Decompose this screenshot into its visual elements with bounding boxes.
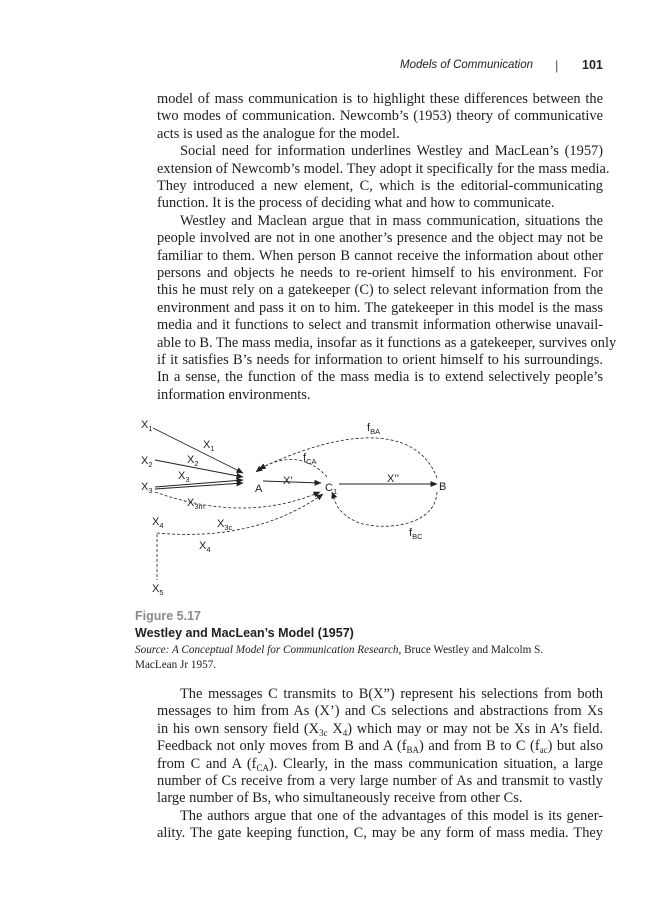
feedback-f-ba (259, 438, 437, 478)
text-run: ) and from B to C (f (419, 738, 540, 755)
running-title: Models of Communication (400, 59, 533, 71)
label-letter: X (199, 540, 207, 552)
subscript: ac (539, 745, 548, 756)
arrow-x2-to-a (155, 460, 243, 477)
text-line: acts is used as the analogue for the model. (157, 125, 400, 142)
text-line: The messages C transmits to B(X”) represent his selections from both (180, 686, 603, 702)
label-subscript: 5 (159, 588, 164, 597)
label-letter: X (141, 481, 149, 493)
text-run: ) which may or may not be Xs in A’s field. (347, 720, 604, 737)
feedback-f-bc (332, 492, 437, 526)
label-f-ca (303, 452, 316, 466)
arrow-x3m-to-c (155, 492, 320, 508)
text-line: two modes of communication. Newcomb’s (1953) theory of communicative (157, 108, 603, 125)
label-subscript: 4 (206, 545, 211, 554)
figure-source (135, 643, 545, 672)
label-letter: X (141, 455, 149, 467)
text-run: ). Clearly, in the mass communication situation, a large (268, 755, 603, 772)
paragraph-3 (157, 212, 617, 404)
label-x4-inner (199, 540, 211, 554)
westley-maclean-diagram (135, 412, 465, 598)
diagram-labels (141, 419, 446, 597)
label-x2-outer (141, 455, 153, 469)
text-line (157, 756, 603, 773)
header-separator: | (555, 58, 559, 73)
label-subscript: CA (306, 457, 317, 466)
text-line: They introduced a new element, C, which is the editorial-communicating (157, 178, 603, 194)
paragraph-2 (157, 143, 610, 213)
label-subscript: 1 (332, 487, 338, 496)
label-letter: X (152, 516, 160, 528)
text-line: familiar to them. When person B cannot receive the information about other (157, 247, 603, 264)
text-line: messages to him from As (X’) and Cs selections and abstractions from Xs (157, 703, 603, 720)
node-b: B (439, 481, 447, 493)
label-x1-inner (203, 439, 215, 453)
text-line: extension of Newcomb’s model. They adopt it specifically for the mass media. (157, 160, 610, 177)
text-line: ality. The gate keeping function, C, may be any form of mass media. They (157, 825, 603, 842)
text-line: media and it functions to select and transmit information otherwise unavail- (157, 317, 603, 334)
node-c1 (325, 482, 337, 496)
text-line (157, 738, 603, 755)
text-line: In a sense, the function of the mass media is to extend selectively people’s (157, 369, 603, 386)
text-line: if it satisfies B’s needs for information to orient himself to his surroundings. (157, 352, 603, 369)
source-title: A Conceptual Model for Communication Research (171, 644, 399, 656)
label-subscript: 4 (159, 521, 164, 530)
text-line: function. It is the process of deciding what and how to communicate. (157, 195, 555, 212)
text-line: The authors argue that one of the advantages of this model is its gener- (180, 808, 603, 824)
text-line: Westley and Maclean argue that in mass communication, situations the (180, 212, 603, 229)
label-letter: f (367, 422, 371, 434)
label-x3-outer (141, 481, 153, 495)
label-subscript: 3m (194, 502, 205, 511)
text-run: from C and A (f (157, 755, 257, 772)
text-line: large number of Bs, who simultaneously receive from other Cs. (157, 790, 523, 807)
label-letter: f (409, 527, 413, 539)
label-x2-inner (187, 454, 199, 468)
label-subscript: BC (412, 532, 423, 541)
figure-label: Figure 5.17 (135, 609, 201, 623)
label-subscript: 3c (224, 523, 233, 532)
label-subscript: 1 (210, 444, 215, 453)
label-letter: X (203, 439, 211, 451)
figure-title: Westley and MacLean’s Model (1957) (135, 626, 354, 640)
subscript: CA (256, 762, 269, 773)
label-subscript: 3 (148, 486, 153, 495)
subscript: BA (406, 745, 420, 756)
subscript: 4 (342, 727, 348, 738)
subscript: 3c (319, 727, 328, 738)
label-subscript: 1 (148, 424, 153, 433)
text-line: this he must rely on a gatekeeper (C) to select relevant information from the (157, 282, 603, 299)
text-run: ) but also (547, 738, 604, 755)
label-letter: X (141, 419, 149, 431)
label-subscript: 2 (148, 460, 153, 469)
text-line: persons and objects he needs to re-orient himself to his environment. For (157, 265, 603, 282)
paragraph-4 (157, 686, 603, 808)
paragraph-5 (157, 808, 603, 843)
paragraph-1 (157, 91, 603, 143)
label-letter: X (178, 470, 186, 482)
source-prefix: Source: (135, 644, 172, 656)
label-subscript: BA (370, 427, 381, 436)
text-line: number of Cs receive from a very large number of As and transmit to vastly (157, 773, 603, 790)
label-letter: X (152, 583, 160, 595)
label-letter: X (217, 518, 225, 530)
text-run: Feedback not only moves from B and A (f (157, 738, 407, 755)
page-number: 101 (582, 58, 603, 72)
source-rest: , Bruce Westley and Malcolm S. MacLean Jr 1957. (135, 644, 544, 671)
text-line: environment and pass it on to him. The gatekeeper in this model is the mass (157, 299, 603, 316)
running-header (0, 58, 661, 78)
label-letter: X (187, 454, 195, 466)
text-run: X (327, 720, 343, 737)
label-x1-outer (141, 419, 153, 433)
label-f-ba (367, 422, 380, 436)
label-subscript: 2 (194, 459, 199, 468)
label-x4-outer (152, 516, 164, 530)
label-letter: f (303, 452, 307, 464)
label-letter: X (187, 497, 195, 509)
text-line: Social need for information underlines Westley and MacLean’s (1957) (180, 143, 603, 160)
text-line (157, 721, 603, 738)
label-x3-inner (178, 470, 190, 484)
label-x-double-prime: X’’ (387, 473, 400, 485)
label-subscript: 3 (185, 475, 190, 484)
label-x5 (152, 583, 164, 597)
label-f-bc (409, 527, 423, 541)
label-letter: C (325, 482, 333, 494)
text-line: able to B. The mass media, insofar as it functions as a gatekeeper, survives only (157, 334, 617, 351)
label-x3m (187, 497, 205, 511)
text-run: in his own sensory field (X (157, 720, 320, 737)
text-line: people involved are not in one another’s presence and the object may not be (157, 230, 603, 247)
label-x-prime: X’ (283, 475, 293, 487)
node-a: A (255, 483, 263, 495)
label-x3c (217, 518, 233, 532)
text-line: information environments. (157, 386, 311, 403)
text-line: model of mass communication is to highlight these differences between the (157, 91, 603, 107)
